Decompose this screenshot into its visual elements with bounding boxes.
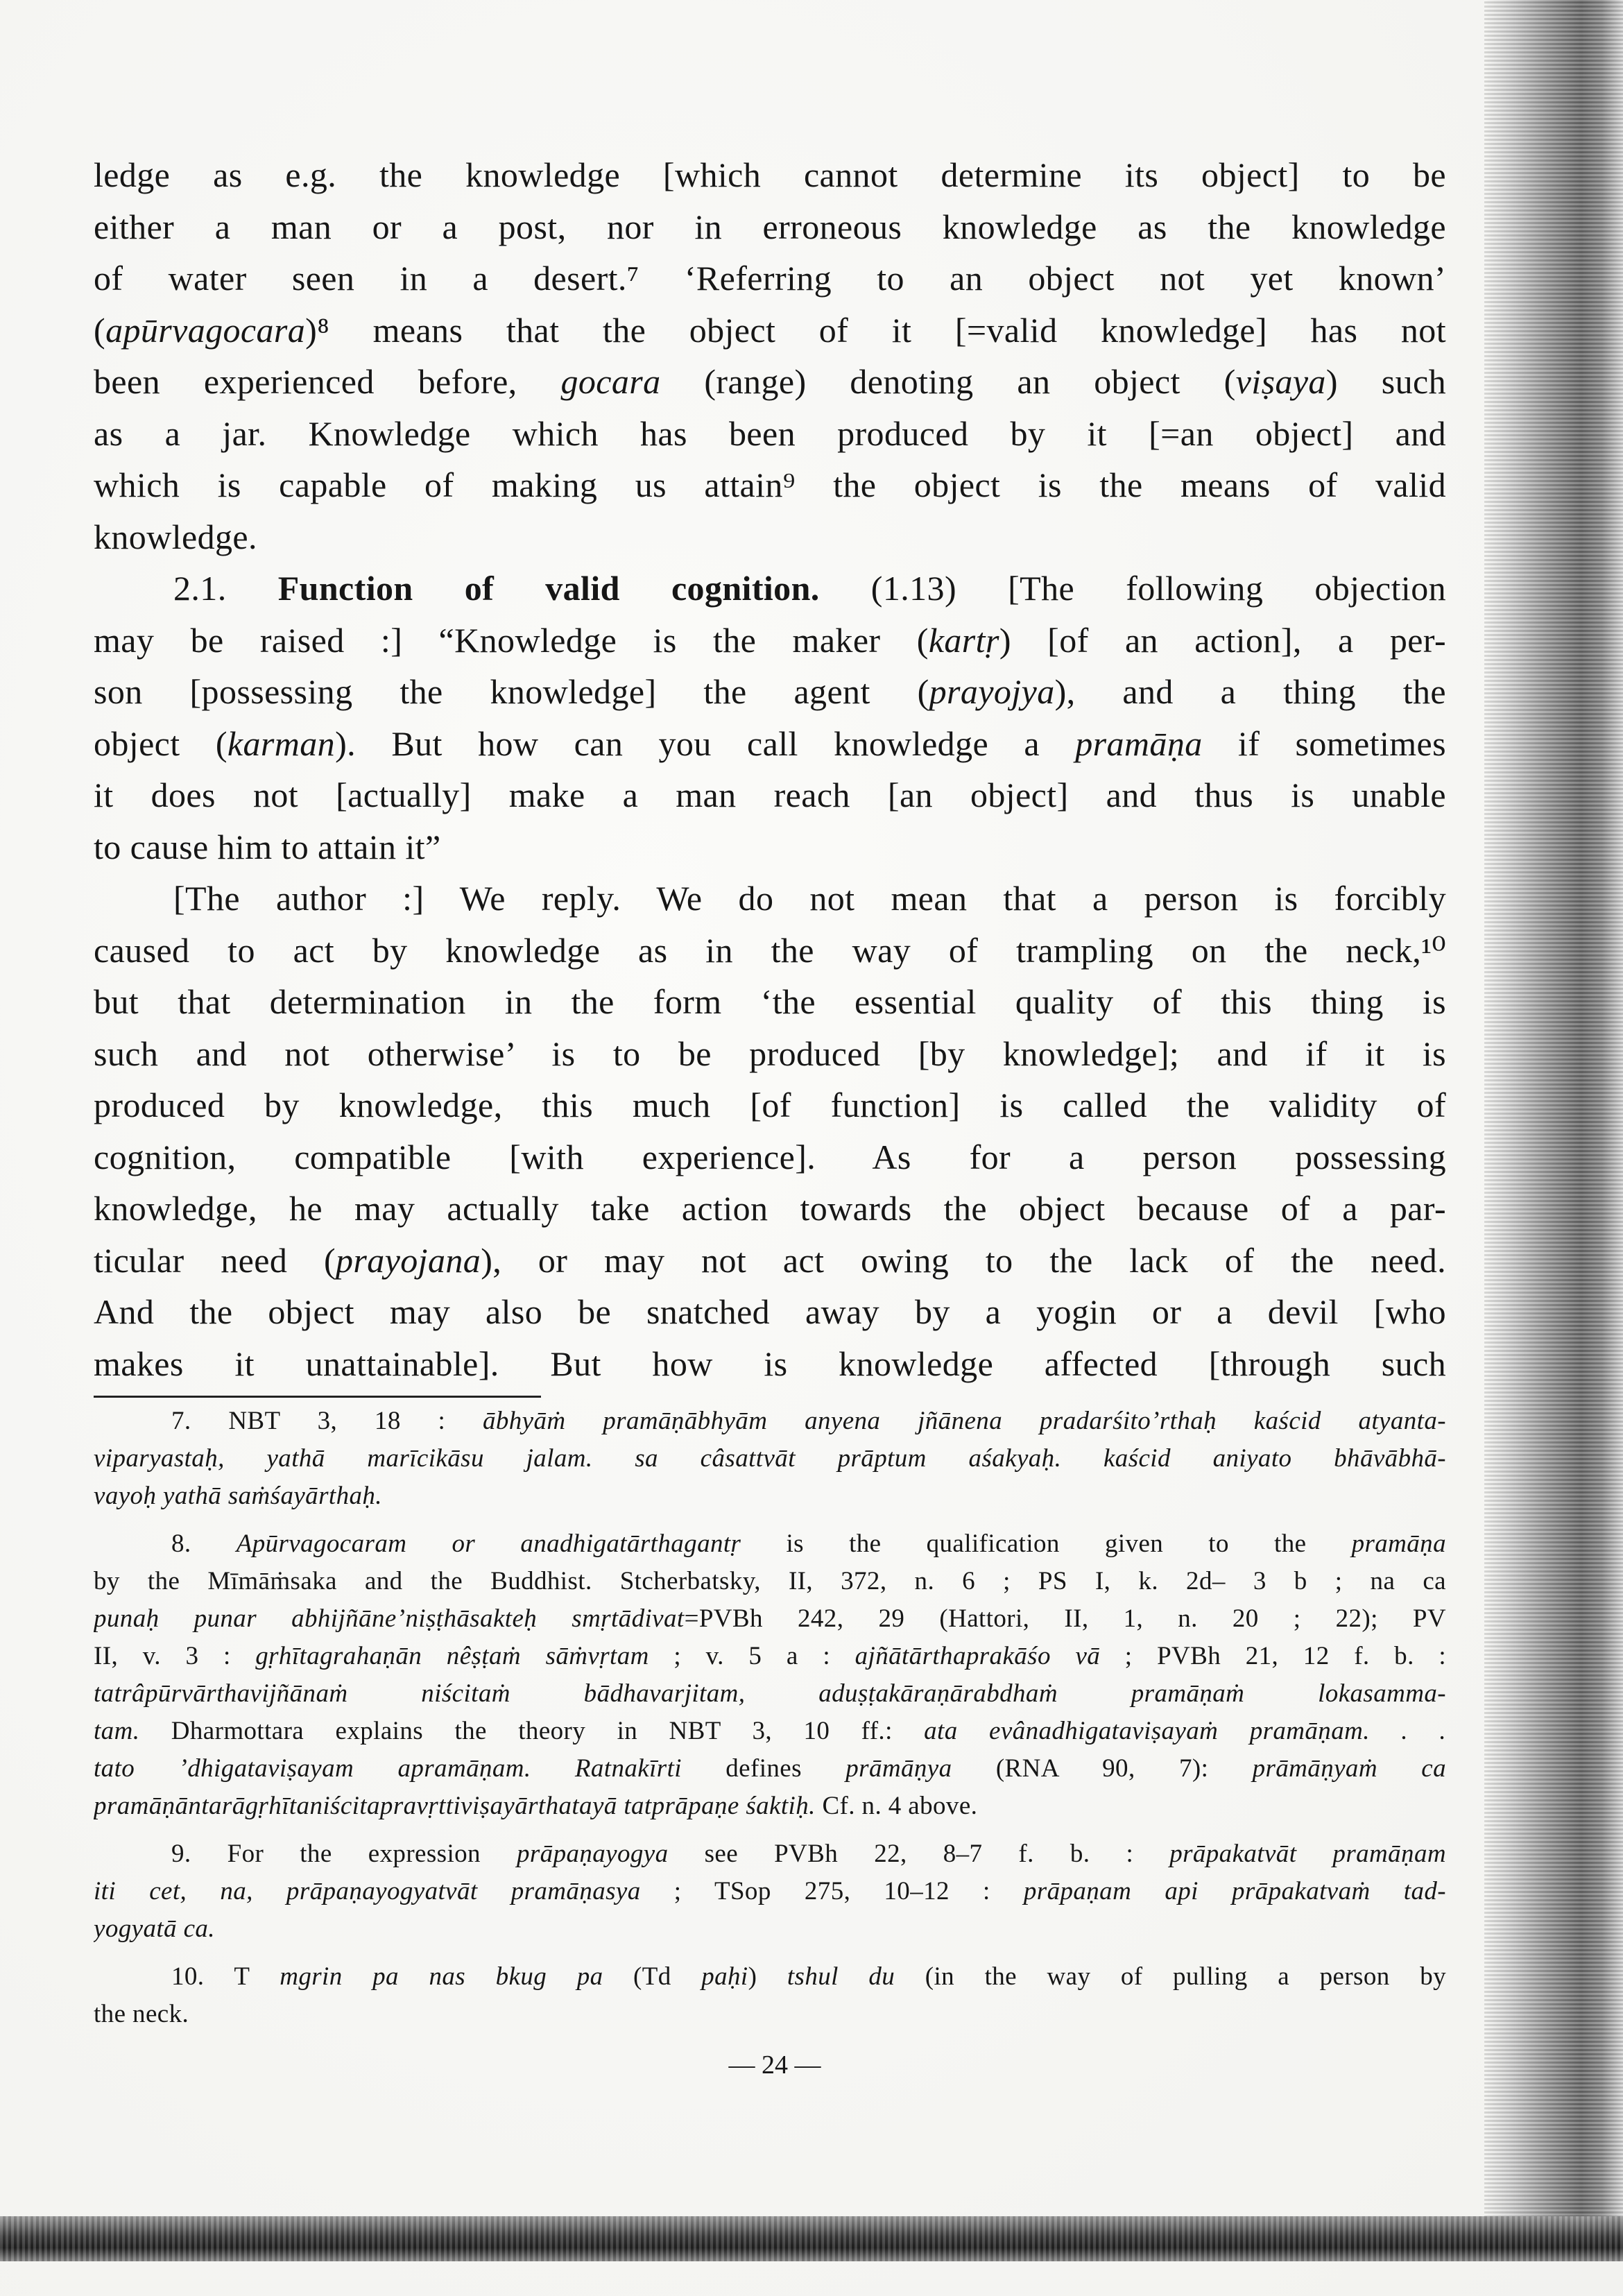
text-segment: 10. T	[171, 1962, 280, 1991]
italic-text: prāpakatvāt pramāṇam	[1169, 1840, 1446, 1868]
text-segment: 9. For the expression	[171, 1840, 517, 1868]
text-line	[94, 356, 1446, 408]
text-line	[94, 1788, 1446, 1825]
italic-text: tatrâpūrvārthavijñānaṁ niścitaṁ bādhavarjitam, aduṣṭakāraṇārabdhaṁ pramāṇaṁ lokasamma-	[94, 1679, 1446, 1708]
text-segment: 8.	[171, 1530, 237, 1558]
text-line	[94, 1675, 1446, 1713]
text-segment: ledge as e.g. the knowledge [which cannot determine its object] to be	[94, 155, 1446, 194]
footnote	[94, 1835, 1446, 1948]
text-segment: ) [of an action], a per-	[999, 620, 1446, 660]
italic-text: mgrin pa nas bkug pa	[280, 1962, 603, 1991]
text-line	[94, 769, 1446, 821]
text-segment: ; PVBh 21, 12 f. b. :	[1100, 1642, 1446, 1670]
footnotes	[94, 1403, 1446, 2044]
text-line	[94, 1873, 1446, 1910]
text-line	[94, 511, 1446, 563]
text-segment: knowledge, he may actually take action towards the object because of a par-	[94, 1189, 1446, 1228]
italic-text: gocara	[560, 362, 661, 401]
italic-text: karman	[227, 723, 336, 763]
italic-text: tshul du	[787, 1962, 895, 1991]
text-line	[94, 666, 1446, 718]
text-segment: ticular need (	[94, 1240, 336, 1280]
text-line	[94, 1440, 1446, 1477]
text-segment: (in the way of pulling a person by	[895, 1962, 1446, 1991]
text-line	[94, 615, 1446, 667]
text-segment: [The author :] We reply. We do not mean that a person is forcibly	[173, 879, 1446, 918]
italic-text: iti cet, na, prāpaṇayogyatvāt pramāṇasya	[94, 1877, 641, 1905]
text-segment: (RNA 90, 7):	[952, 1754, 1253, 1783]
text-segment: )	[748, 1962, 787, 1991]
text-line	[94, 305, 1446, 357]
text-segment: may be raised :] “Knowledge is the maker (	[94, 620, 929, 660]
footnote	[94, 1525, 1446, 1825]
text-line	[94, 1286, 1446, 1338]
text-segment: (	[94, 310, 106, 350]
bold-heading: Function of valid cognition.	[277, 569, 820, 608]
text-line	[94, 1338, 1446, 1390]
italic-text: paḥi	[701, 1962, 748, 1991]
text-line	[94, 1563, 1446, 1600]
text-segment: Cf. n. 4 above.	[815, 1792, 978, 1820]
text-segment: (1.13) [The following objection	[819, 569, 1446, 608]
footnote	[94, 1958, 1446, 2033]
text-line	[94, 563, 1446, 615]
text-line	[94, 1638, 1446, 1675]
text-segment: it does not [actually] make a man reach [an object] and thus is unable	[94, 776, 1446, 814]
text-segment: ; TSop 275, 10–12 :	[640, 1877, 1024, 1905]
text-segment: to cause him to attain it”	[94, 827, 441, 866]
text-segment: cognition, compatible [with experience]. As for a person possessing	[94, 1137, 1446, 1176]
text-segment: either a man or a post, nor in erroneous knowledge as the knowledge	[94, 207, 1446, 246]
paragraph	[94, 149, 1446, 563]
italic-text: pramāṇa	[1075, 723, 1203, 763]
text-segment: but that determination in the form ‘the essential quality of this thing is	[94, 982, 1446, 1021]
text-line	[94, 1910, 1446, 1948]
text-line	[94, 976, 1446, 1028]
italic-text: prayojya	[929, 672, 1055, 711]
italic-text: tato ’dhigataviṣayam apramāṇam.	[94, 1754, 531, 1783]
footnote	[94, 1403, 1446, 1515]
text-line	[94, 718, 1446, 770]
text-segment: makes it unattainable]. But how is knowledge affected [through such	[94, 1344, 1446, 1383]
text-segment: 2.1.	[173, 569, 278, 608]
main-text	[94, 149, 1446, 1389]
text-segment: of water seen in a desert.⁷ ‘Referring to an object not yet known’	[94, 259, 1446, 298]
text-segment: And the object may also be snatched away by a yogin or a devil [who	[94, 1292, 1446, 1331]
italic-text: apūrvagocara	[105, 310, 306, 350]
text-line	[94, 1958, 1446, 1996]
footnote-rule	[94, 1396, 541, 1398]
text-segment: if sometimes	[1202, 723, 1446, 763]
text-segment: by the Mīmāṁsaka and the Buddhist. Stcherbatsky, II, 372, n. 6 ; PS I, k. 2d– 3 b ; na ca	[94, 1567, 1446, 1595]
text-segment: produced by knowledge, this much [of function] is called the validity of	[94, 1086, 1446, 1124]
italic-text: viṣaya	[1235, 362, 1326, 401]
text-line	[94, 1235, 1446, 1287]
text-line	[94, 1403, 1446, 1440]
italic-text: viparyastaḥ, yathā marīcikāsu jalam. sa câsattvāt prāptum aśakyaḥ. kaścid aniyato bhāvābhā-	[94, 1444, 1446, 1473]
italic-text: ata evânadhigataviṣayaṁ pramāṇam. . .	[924, 1717, 1446, 1745]
italic-text: prayojana	[336, 1240, 481, 1280]
text-segment: ), and a thing the	[1054, 672, 1446, 711]
text-segment: the neck.	[94, 2000, 189, 2028]
text-segment: ). But how can you call knowledge a	[335, 723, 1076, 763]
text-segment: ) such	[1325, 362, 1446, 401]
text-segment: )⁸ means that the object of it [=valid knowledge] has not	[305, 310, 1446, 350]
text-line	[94, 149, 1446, 201]
italic-text: prāpaṇayogya	[516, 1840, 669, 1868]
text-line	[94, 1996, 1446, 2033]
text-segment: (range) denoting an object (	[660, 362, 1236, 401]
text-segment: II, v. 3 :	[94, 1642, 256, 1670]
text-line	[94, 873, 1446, 925]
italic-text: ajñātārthaprakāśo vā	[855, 1642, 1101, 1670]
text-line	[94, 1183, 1446, 1235]
text-line	[94, 1079, 1446, 1131]
italic-text: vayoḥ yathā saṁśayārthaḥ.	[94, 1482, 382, 1510]
scan-edge-shadow	[1484, 0, 1623, 2241]
text-segment: object (	[94, 723, 227, 763]
italic-text: prāpaṇam api prāpakatvaṁ tad-	[1023, 1877, 1446, 1905]
text-segment: defines	[681, 1754, 846, 1783]
text-line	[94, 201, 1446, 253]
text-segment: knowledge.	[94, 517, 257, 556]
text-line	[94, 459, 1446, 511]
text-line	[94, 1525, 1446, 1563]
text-segment: 7. NBT 3, 18 :	[171, 1407, 483, 1435]
text-segment: which is capable of making us attain⁹ the object is the means of valid	[94, 465, 1446, 504]
text-segment: Dharmottara explains the theory in NBT 3, 10 ff.:	[139, 1717, 925, 1745]
paragraph	[94, 563, 1446, 873]
italic-text: kartṛ	[928, 620, 999, 660]
text-segment: (Td	[603, 1962, 702, 1991]
italic-text: prāmāṇya	[845, 1754, 952, 1783]
text-segment: been experienced before,	[94, 362, 561, 401]
text-line	[94, 1750, 1446, 1788]
text-segment: son [possessing the knowledge] the agent (	[94, 672, 929, 711]
text-line	[94, 925, 1446, 977]
italic-text: tam.	[94, 1717, 140, 1745]
paragraph	[94, 873, 1446, 1389]
italic-text: Apūrvagocaram or anadhigatārthagantṛ	[236, 1530, 741, 1558]
scan-bottom-shadow	[0, 2216, 1623, 2261]
text-segment: is the qualification given to the	[741, 1530, 1352, 1558]
text-line	[94, 821, 1446, 873]
text-segment: ), or may not act owing to the lack of the need.	[481, 1240, 1446, 1280]
text-segment: such and not otherwise’ is to be produced [by knowledge]; and if it is	[94, 1034, 1446, 1073]
text-line	[94, 252, 1446, 305]
text-line	[94, 1835, 1446, 1873]
text-line	[94, 1477, 1446, 1515]
italic-text: Ratnakīrti	[574, 1754, 682, 1783]
text-line	[94, 1131, 1446, 1183]
italic-text: punaḥ punar abhijñāne’niṣṭhāsakteḥ smṛtādivat	[94, 1604, 685, 1633]
italic-text: gṛhītagrahaṇān nêṣṭaṁ sāṁvṛtam	[255, 1642, 649, 1670]
italic-text: yogyatā ca.	[94, 1914, 215, 1943]
text-line	[94, 408, 1446, 460]
text-line	[94, 1713, 1446, 1750]
italic-text: ābhyāṁ pramāṇābhyām anyena jñānena pradarśito’rthaḥ kaścid atyanta-	[482, 1407, 1446, 1435]
text-segment: =PVBh 242, 29 (Hattori, II, 1, n. 20 ; 22); PV	[684, 1604, 1446, 1633]
page-number: — 24 —	[728, 2050, 821, 2080]
text-segment: ; v. 5 a :	[649, 1642, 855, 1670]
text-segment: as a jar. Knowledge which has been produced by it [=an object] and	[94, 413, 1446, 453]
text-segment: see PVBh 22, 8–7 f. b. :	[668, 1840, 1170, 1868]
italic-text: prāmāṇyaṁ ca	[1252, 1754, 1446, 1783]
italic-text: pramāṇāntarāgṛhītaniścitapravṛttiviṣayārthatayā tatprāpaṇe śaktiḥ.	[94, 1792, 816, 1820]
text-segment: caused to act by knowledge as in the way of trampling on the neck,¹⁰	[94, 930, 1446, 970]
text-segment	[531, 1754, 575, 1783]
italic-text: pramāṇa	[1351, 1530, 1446, 1558]
text-line	[94, 1600, 1446, 1638]
text-line	[94, 1028, 1446, 1080]
